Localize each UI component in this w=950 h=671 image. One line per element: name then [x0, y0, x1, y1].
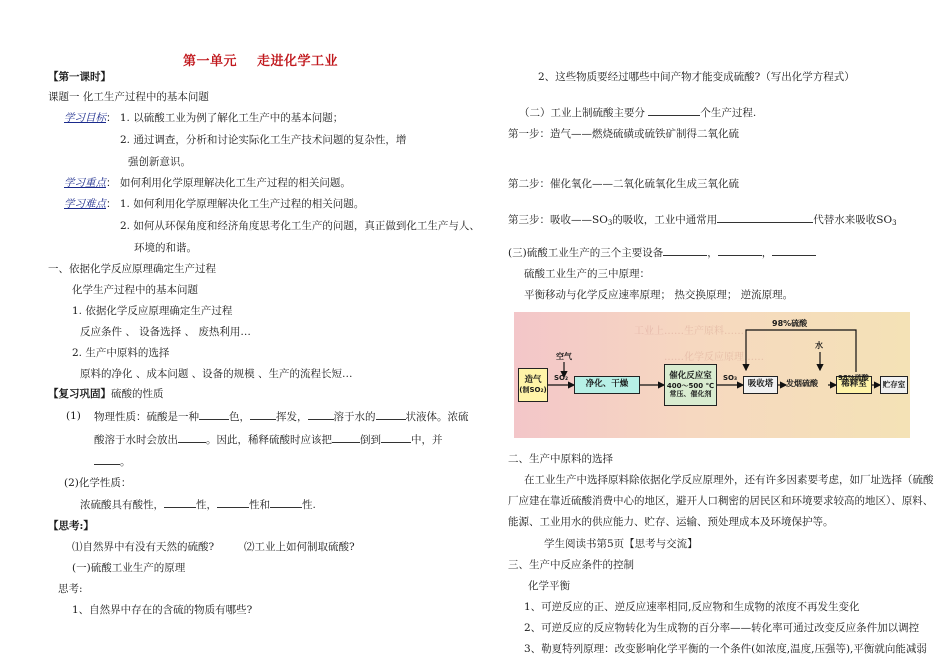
difficulty-1-text: ： 1. 如何利用化学原理解决化工生产过程的相关问题。: [106, 198, 365, 210]
nature-question: 1、自然界中存在的含硫的物质有哪些?: [72, 604, 253, 616]
storage-room-box: [880, 376, 908, 394]
chem-text-3: 性和: [249, 499, 270, 511]
section-2-p2: 厂应建在靠近硫酸消费中心的地区，避开人口稠密的居民区和环境要求较高的地区）、原料、: [508, 495, 934, 507]
section-1-b: 1. 依据化学反应原理确定生产过程: [72, 305, 233, 317]
blank-stage-count[interactable]: [648, 106, 700, 116]
purify-dry-box: [574, 376, 640, 394]
physical-properties-line-1: [94, 410, 469, 424]
difficulty-2b: 环境的和谐。: [134, 242, 197, 254]
section-2-p1: 在工业生产中选择原料除依据化学反应原理外，还有许多因素要考虑，如厂址选择（硫酸: [524, 474, 934, 486]
arrow-recycle-acid: [746, 330, 856, 372]
blank-state[interactable]: [376, 410, 406, 420]
phys-text-4: 溶于水的: [333, 411, 376, 423]
section-1-e: 原料的净化 、成本问题 、设备的规模 、生产的流程长短…: [80, 368, 353, 380]
equip-sep-1: ，: [707, 247, 718, 259]
step3-sub2: 3: [892, 219, 897, 227]
title-part1: 第一单元: [183, 54, 238, 69]
stage-count-line: [519, 106, 756, 120]
chem-text-4: 性.: [302, 499, 316, 511]
lesson-label: 【第一课时】: [48, 71, 111, 83]
think2-heading: 思考:: [58, 583, 83, 595]
review-label: 【复习巩固】: [48, 388, 111, 400]
learning-goal-label: 学习目标: [64, 112, 106, 124]
step-3: [508, 213, 897, 228]
phys-text-8: 倒到: [360, 434, 381, 446]
step-1: 第一步：造气——燃烧硫磺或硫铁矿制得二氧化硫: [508, 128, 739, 140]
step-2: 第二步：催化氧化——二氧化硫氧化生成三氧化硫: [508, 178, 739, 190]
phys-text-3: 挥发，: [276, 411, 308, 423]
purify-label: 净化、干燥: [585, 379, 629, 390]
phys-text-7: 。因此，稀释硫酸时应该把: [206, 434, 332, 446]
section-1-c: 反应条件 、 设备选择 、 废热利用…: [80, 326, 251, 338]
gas-production-box: [518, 368, 548, 402]
section-2-heading: 二、生产中原料的选择: [508, 453, 613, 465]
gas-label-2: (制SO₂): [519, 385, 547, 394]
blank-property-2[interactable]: [217, 498, 249, 508]
step3-text-b: 的吸收，工业中通常用: [612, 214, 718, 226]
so3-label: SO₃: [723, 374, 738, 382]
reading-note: 学生阅读书第5页【思考与交流】: [544, 538, 698, 550]
sulfuric-acid-flow-diagram: 工业上……生产原料…… ……化学反应原理…… 造气 (制SO₂) 空气 SO₂ 净化、干燥 催化反应室 400～500 ℃ 常压、催化剂 SO₃ 吸收塔 发烟硫酸 稀释室 98%硫酸 水 贮存室: [514, 312, 910, 438]
section-1-a: 化学生产过程中的基本问题: [72, 284, 198, 296]
phys-text-9: 中，并: [411, 434, 443, 446]
blank-property-1[interactable]: [164, 498, 196, 508]
gas-label-1: 造气: [524, 375, 542, 386]
blank-equipment-3[interactable]: [772, 246, 816, 256]
fuming-acid-label: 发烟硫酸: [786, 379, 818, 388]
blank-equipment-1[interactable]: [663, 246, 707, 256]
blank-volatility[interactable]: [250, 410, 276, 420]
phys-text-5: 状液体。浓硫: [405, 411, 469, 423]
difficulty-2: 2. 如何从环保角度和经济角度思考化工生产的问题，真正做到化工生产与人、: [120, 220, 480, 232]
topic-heading: 课题一 化工生产过程中的基本问题: [48, 91, 209, 103]
section-3-heading: 三、生产中反应条件的控制: [508, 559, 634, 571]
equipment-line: [508, 246, 816, 260]
learning-goal-2b: 强创新意识。: [128, 156, 191, 168]
learning-goal-1: [64, 112, 343, 125]
absorb-label: 吸收塔: [747, 379, 774, 390]
step3-sub: 3: [607, 219, 613, 227]
blank-equipment-2[interactable]: [718, 246, 762, 256]
think-heading: 【思考:】: [48, 520, 94, 532]
reactor-label-3: 常压、催化剂: [669, 389, 712, 398]
absorption-tower-box: [743, 376, 778, 394]
question-2: 2、这些物质要经过哪些中间产物才能变成硫酸?（写出化学方程式）: [538, 71, 855, 83]
key-point-text: ： 如何利用化学原理解决化工生产过程的相关问题。: [106, 177, 351, 189]
stage-text-a: （二）工业上制硫酸主要分: [519, 107, 645, 119]
physical-properties-line-3: [94, 455, 131, 469]
principle-heading: (一)硫酸工业生产的原理: [72, 562, 186, 574]
blank-heat[interactable]: [178, 433, 206, 443]
acid-98-top-label: 98%硫酸: [772, 319, 808, 328]
storage-label: 贮存室: [882, 379, 906, 389]
equilibrium-2: 2、可逆反应的反应物转化为生成物的百分率——转化率可通过改变反应条件加以调控: [524, 622, 920, 634]
equilibrium-3: 3、勒夏特列原理：改变影响化学平衡的一个条件(如浓度,温度,压强等),平衡就向能减弱: [524, 643, 927, 655]
page-title: [183, 54, 338, 70]
chemical-properties-line: [80, 498, 316, 512]
think-question-2: ⑵工业上如何制取硫酸?: [244, 541, 355, 553]
physical-properties-number: (1): [66, 410, 81, 422]
learning-goal-2: 2. 通过调查，分析和讨论实际化工生产技术问题的复杂性，增: [120, 134, 407, 146]
dilute-label: 稀释室: [841, 379, 867, 390]
difficulty-label: 学习难点: [64, 198, 106, 210]
equipment-text: (三)硫酸工业生产的三个主要设备: [508, 247, 664, 259]
blank-stir[interactable]: [94, 455, 120, 465]
phys-text-2: 色，: [229, 411, 250, 423]
blank-solubility[interactable]: [308, 410, 334, 420]
equilibrium-1: 1、可逆反应的正、逆反应速率相同,反应物和生成物的浓度不再发生变化: [524, 601, 860, 613]
key-point-label: 学习重点: [64, 177, 106, 189]
section-1-heading: 一、依据化学反应原理确定生产过程: [48, 263, 216, 275]
equip-sep-2: ，: [761, 247, 773, 259]
step3-text-c: 代替水来吸收SO: [813, 214, 893, 226]
phys-text-1: 物理性质：硫酸是一种: [94, 411, 199, 423]
water-label: 水: [815, 341, 823, 350]
key-point: [64, 177, 351, 190]
step3-text-a: 第三步：吸收——SO: [508, 214, 608, 226]
blank-pour-what[interactable]: [332, 433, 360, 443]
chemical-properties-label: (2)化学性质：: [64, 477, 132, 489]
section-1-d: 2. 生产中原料的选择: [72, 347, 170, 359]
acid-98-flow-label: 98%硫酸: [838, 374, 869, 382]
difficulty-1: [64, 198, 364, 211]
chem-text-2: 性，: [196, 499, 217, 511]
air-label: 空气: [556, 352, 572, 361]
blank-property-3[interactable]: [270, 498, 302, 508]
chem-text-1: 浓硫酸具有酸性，: [80, 499, 164, 511]
three-principles-heading: 硫酸工业生产的三中原理：: [524, 268, 650, 280]
blank-pour-into[interactable]: [381, 433, 411, 443]
review-heading: [48, 388, 164, 401]
catalytic-reactor-box: [664, 364, 717, 406]
section-2-p3: 能源、工业用水的供应能力、贮存、运输、预处理成本及环境保护等。: [508, 516, 834, 528]
title-part2: 走进化学工业: [257, 54, 339, 69]
stage-text-b: 个生产过程.: [700, 107, 757, 119]
phys-text-6: 酸溶于水时会放出: [94, 434, 178, 446]
three-principles: 平衡移动与化学反应速率原理； 热交换原理； 逆流原理。: [524, 289, 794, 301]
reactor-label-2: 400～500 ℃: [666, 381, 715, 390]
review-topic: 硫酸的性质: [111, 388, 164, 400]
equilibrium-heading: 化学平衡: [528, 580, 570, 592]
physical-properties-line-2: [94, 433, 443, 447]
blank-absorbent[interactable]: [717, 213, 813, 223]
think-question-1: ⑴自然界中有没有天然的硫酸?: [72, 541, 215, 553]
learning-goal-1-text: ： 1. 以硫酸工业为例了解化工生产中的基本问题；: [106, 112, 344, 124]
so2-label: SO₂: [554, 374, 569, 382]
phys-text-10: 。: [120, 456, 131, 468]
reactor-label-1: 催化反应室: [669, 371, 712, 382]
blank-color[interactable]: [199, 410, 229, 420]
